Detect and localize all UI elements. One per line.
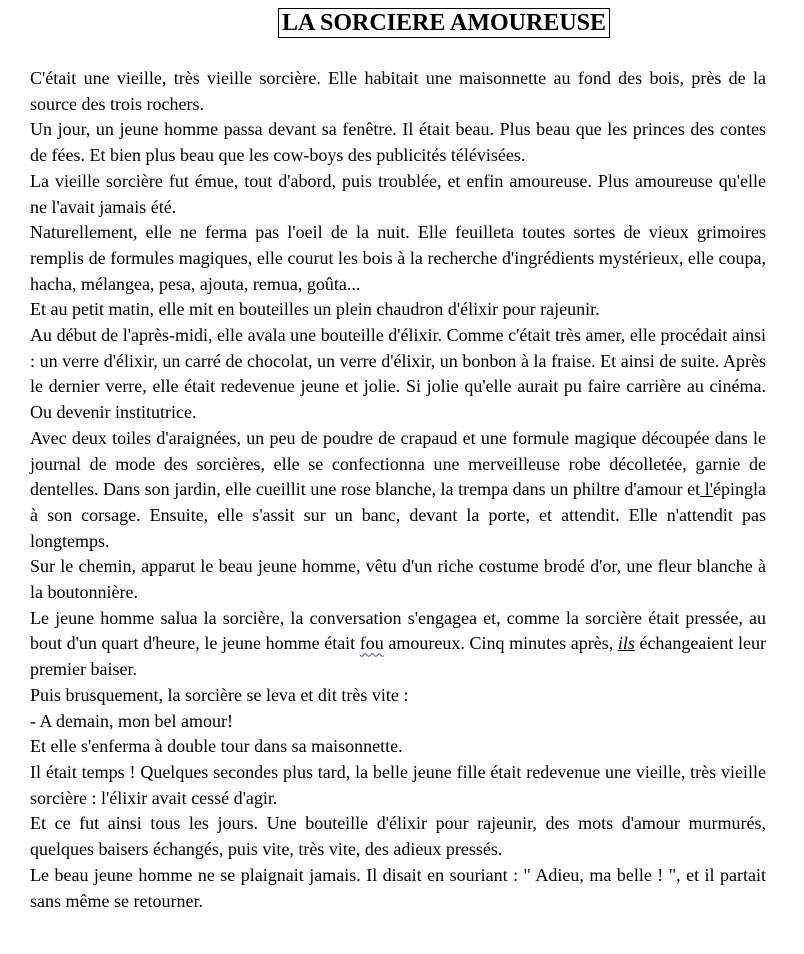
paragraph-12: Et elle s'enferma à double tour dans sa maisonnette. — [30, 736, 403, 757]
paragraph-8: Sur le chemin, apparut le beau jeune homme, vêtu d'un riche costume brodé d'or, une fleur blanche à la boutonnière. — [30, 556, 766, 603]
paragraph-6: Au début de l'après-midi, elle avala une bouteille d'élixir. Comme c'était très amer, elle procédait ainsi : un verre d'élixir, un carré de chocolat, un verre d'élixir, un bonbon à la fraise. Et ainsi de suite. Après le dernier verre, elle était redevenue jeune et jolie. Si jolie qu'elle aurait pu faire carrière au cinéma. Ou devenir institutrice. — [30, 325, 766, 423]
paragraph-3: La vieille sorcière fut émue, tout d'abord, puis troublée, et enfin amoureuse. Plus amoureuse qu'elle ne l'avait jamais été. — [30, 170, 766, 217]
spellcheck-flagged-word: fou — [359, 633, 384, 654]
document-body — [30, 66, 766, 914]
paragraph-15: Le beau jeune homme ne se plaignait jamais. Il disait en souriant : " Adieu, ma belle ! ", et il partait sans même se retourner. — [30, 864, 766, 911]
paragraph-7 — [30, 426, 766, 555]
paragraph-14: Et ce fut ainsi tous les jours. Une bouteille d'élixir pour rajeunir, des mots d'amour murmurés, quelques baisers échangés, puis vite, très vite, des adieux pressés. — [30, 813, 766, 860]
underlined-pronoun: l' — [700, 479, 714, 500]
paragraph-5: Et au petit matin, elle mit en bouteilles un plein chaudron d'élixir pour rajeunir. — [30, 299, 600, 320]
paragraph-10: Puis brusquement, la sorcière se leva et dit très vite : — [30, 684, 409, 705]
paragraph-7-start: Avec deux toiles d'araignées, un peu de poudre de crapaud et une formule magique découpée dans le journal de mode des sorcières, elle se confectionna une merveilleuse robe décolletée, garnie de dentelles. Dans son jardin, elle cueillit une rose blanche, la trempa dans un philtre d'amour et — [30, 427, 766, 500]
paragraph-9-start: Le jeune homme salua la sorcière, la conversation s'engagea et, comme la sorcière était pressée, au bout d'un quart d'heure, le jeune homme était — [30, 607, 766, 654]
document-title: LA SORCIERE AMOUREUSE — [278, 8, 610, 38]
paragraph-4: Naturellement, elle ne ferma pas l'oeil de la nuit. Elle feuilleta toutes sortes de vieux grimoires remplis de formules magiques, elle courut les bois à la recherche d'ingrédients mystérieux, elle coupa, hacha, mélangea, pesa, ajouta, remua, goûta... — [30, 222, 766, 294]
paragraph-9 — [30, 606, 766, 683]
paragraph-2: Un jour, un jeune homme passa devant sa fenêtre. Il était beau. Plus beau que les princes des contes de fées. Et bien plus beau que les cow-boys des publicités télévisées. — [30, 119, 766, 166]
italic-underlined-word: ils — [617, 633, 635, 654]
paragraph-9-middle: amoureux. Cinq minutes après, — [383, 633, 618, 654]
paragraph-13: Il était temps ! Quelques secondes plus tard, la belle jeune fille était redevenue une vieille, très vieille sorcière : l'élixir avait cessé d'agir. — [30, 761, 766, 808]
paragraph-9-end: échangeaient leur premier baiser. — [30, 633, 766, 680]
paragraph-7-end: épingla à son corsage. Ensuite, elle s'assit sur un banc, devant la porte, et attendit. Elle n'attendit pas longtemps. — [30, 479, 766, 551]
paragraph-11: - A demain, mon bel amour! — [30, 710, 233, 731]
title-container — [0, 8, 804, 38]
paragraph-1: C'était une vieille, très vieille sorcière. Elle habitait une maisonnette au fond des bois, près de la source des trois rochers. — [30, 68, 766, 114]
